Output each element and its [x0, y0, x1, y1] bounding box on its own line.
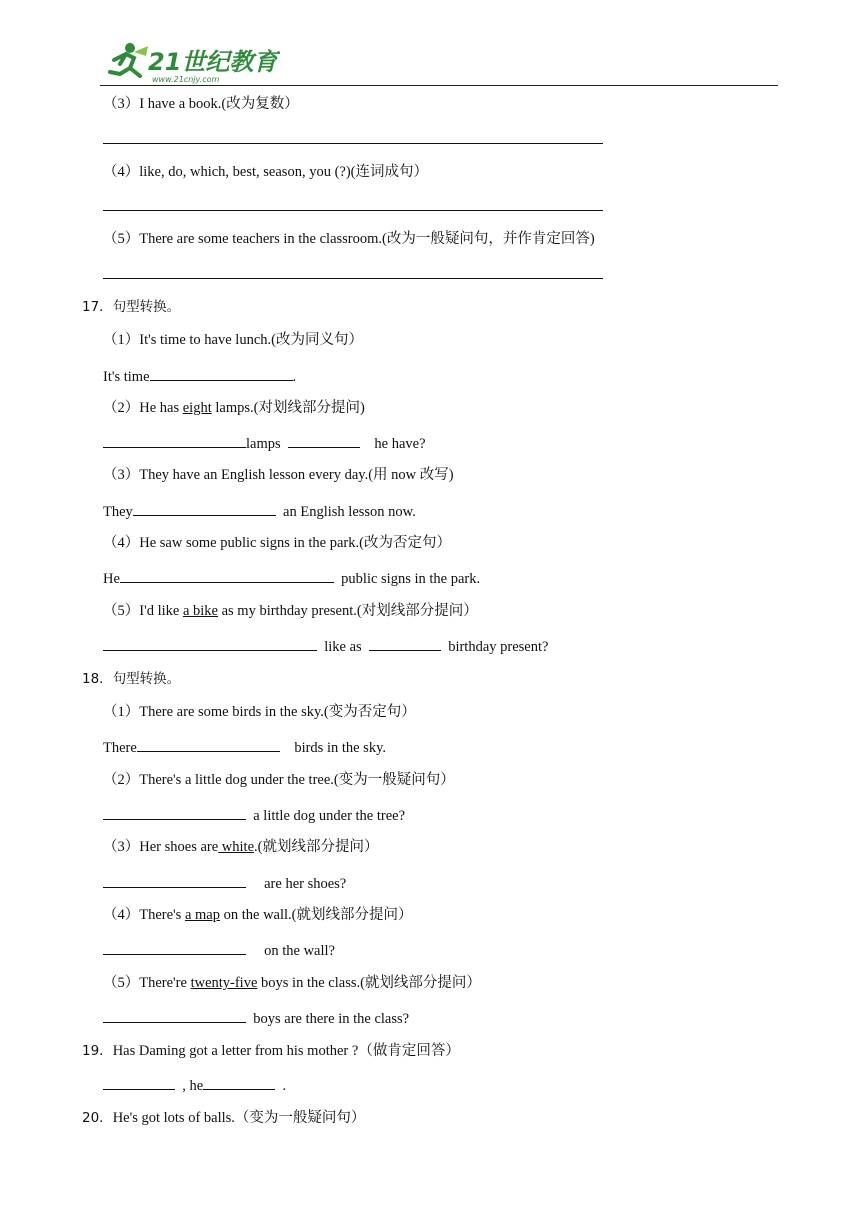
question-17 — [82, 298, 180, 316]
q17-answer-1: It's time . — [103, 366, 296, 386]
blank[interactable] — [203, 1075, 275, 1090]
logo-21cnjy — [100, 40, 280, 84]
running-man-icon — [110, 43, 148, 76]
q18-sentence-2: （2）There's a little dog under the tree.(变为一般疑问句） — [103, 772, 455, 788]
blank[interactable] — [103, 940, 246, 955]
page-header — [100, 40, 780, 88]
question-number: 20． — [82, 1110, 113, 1126]
underlined-word: a map — [184, 907, 220, 923]
underlined-word: a bike — [182, 603, 218, 619]
underlined-word: white — [218, 839, 255, 855]
blank[interactable] — [288, 433, 360, 448]
blank[interactable] — [103, 873, 246, 888]
question-19: 19．Has Daming got a letter from his mother ?（做肯定回答） — [82, 1043, 460, 1059]
question-title: 句型转换。 — [112, 299, 181, 315]
q18-answer-1: There birds in the sky. — [103, 737, 386, 757]
q18-sentence-3: （3）Her shoes are white.(就划线部分提问） — [103, 839, 379, 855]
q17-sentence-1: （1）It's time to have lunch.(改为同义句） — [103, 332, 363, 348]
blank[interactable] — [103, 805, 246, 820]
svg-text:21世纪教育: 21世纪教育 — [148, 48, 278, 76]
q17-answer-3: They an English lesson now. — [103, 501, 416, 521]
blank[interactable] — [103, 1075, 175, 1090]
q17-answer-4: He public signs in the park. — [103, 568, 480, 588]
blank[interactable] — [120, 568, 334, 583]
answer-line-3[interactable] — [103, 143, 603, 144]
question-18 — [82, 670, 180, 688]
question-number: 17． — [82, 299, 113, 315]
item-3: （3）I have a book.(改为复数） — [103, 96, 299, 112]
q17-answer-2: lamps he have? — [103, 433, 426, 453]
q17-sentence-2: （2）He has eight lamps.(对划线部分提问) — [103, 400, 365, 416]
question-20: 20．He's got lots of balls.（变为一般疑问句） — [82, 1110, 366, 1126]
item-5: （5）There are some teachers in the classroom.(改为一般疑问句，并作肯定回答) — [103, 231, 595, 247]
answer-line-5[interactable] — [103, 278, 603, 279]
underlined-word: eight — [182, 400, 212, 416]
q18-answer-2: a little dog under the tree? — [103, 805, 405, 825]
question-number: 19． — [82, 1043, 113, 1059]
q18-sentence-4: （4）There's a map on the wall.(就划线部分提问） — [103, 907, 413, 923]
blank[interactable] — [137, 737, 280, 752]
blank[interactable] — [103, 433, 246, 448]
blank[interactable] — [103, 636, 317, 651]
q18-answer-3: are her shoes? — [103, 873, 346, 893]
blank[interactable] — [103, 1008, 246, 1023]
blank[interactable] — [369, 636, 441, 651]
q17-sentence-4: （4）He saw some public signs in the park.(改为否定句） — [103, 535, 451, 551]
q18-sentence-1: （1）There are some birds in the sky.(变为否定句） — [103, 704, 416, 720]
q18-sentence-5: （5）There're twenty-five boys in the class.(就划线部分提问） — [103, 975, 481, 991]
answer-line-4[interactable] — [103, 210, 603, 211]
q17-sentence-5: （5）I'd like a bike as my birthday present.(对划线部分提问） — [103, 603, 478, 619]
underlined-word: twenty-five — [190, 975, 258, 991]
question-number: 18． — [82, 671, 113, 687]
q17-sentence-3: （3）They have an English lesson every day.(用 now 改写) — [103, 467, 454, 483]
svg-text:www.21cnjy.com: www.21cnjy.com — [152, 75, 220, 84]
item-4: （4）like, do, which, best, season, you (?)(连词成句） — [103, 164, 428, 180]
q19-answer: , he . — [103, 1075, 286, 1095]
blank[interactable] — [133, 501, 276, 516]
header-rule — [100, 85, 778, 86]
question-title: 句型转换。 — [112, 671, 181, 687]
q18-answer-5: boys are there in the class? — [103, 1008, 409, 1028]
q17-answer-5: like as birthday present? — [103, 636, 548, 656]
blank[interactable] — [150, 366, 293, 381]
q18-answer-4: on the wall? — [103, 940, 335, 960]
